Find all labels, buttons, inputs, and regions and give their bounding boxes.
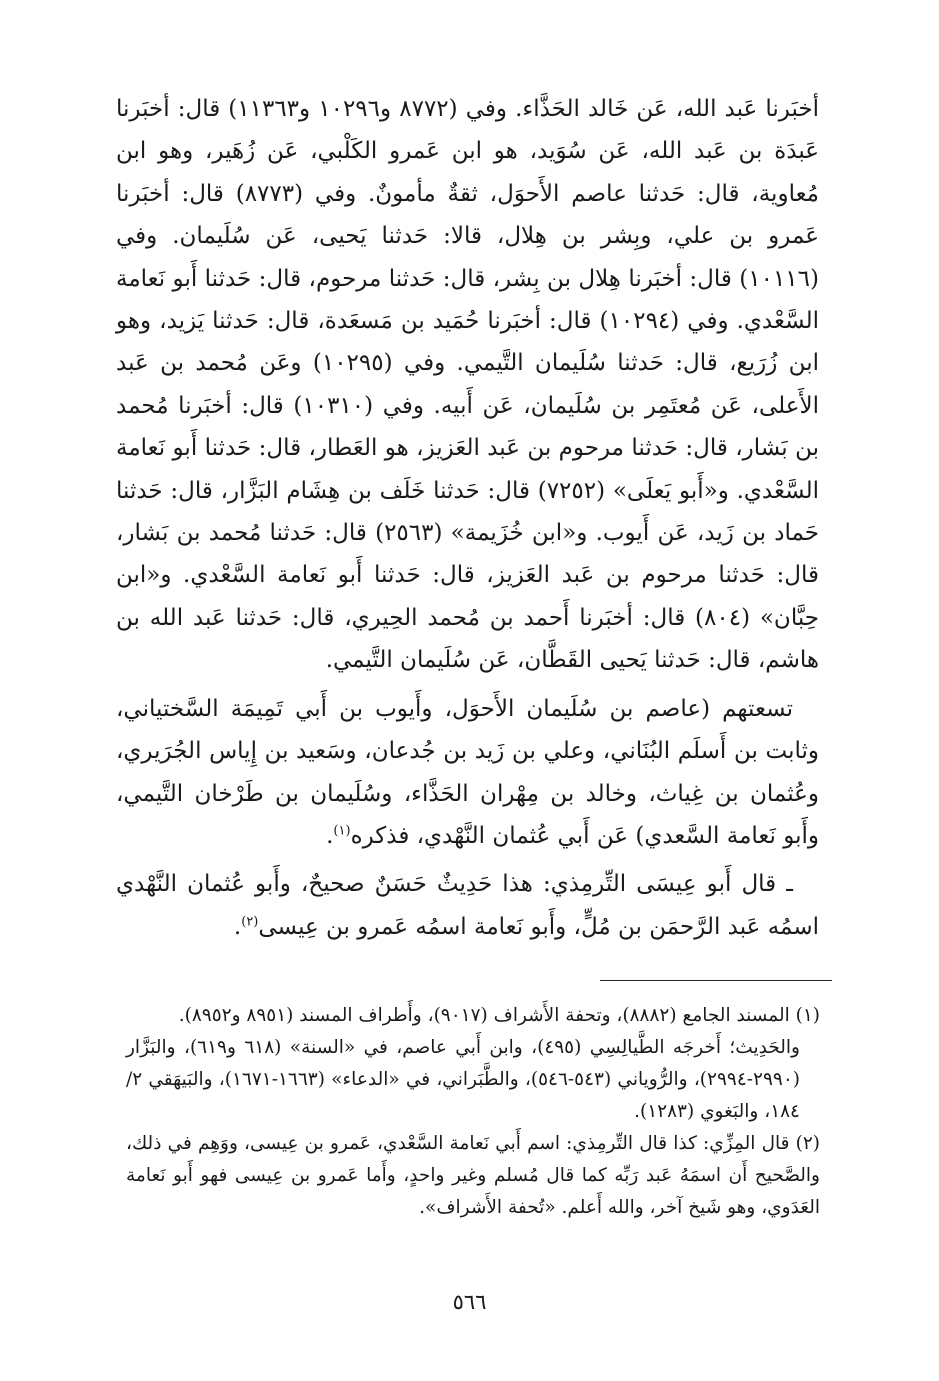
footnote-ref-1: (١) — [333, 823, 351, 839]
paragraph-summary-text: تسعتهم (عاصم بن سُلَيمان الأَحوَل، وأَيوب بن أَبي تَمِيمَة السَّختياني، وثابت بن أَسلَم البُنَاني، وعلي بن زَيد بن جُدعان، وسَعيد بن إِياس الجُرَيري، وعُثمان بن غِياث، وخالد بن مِهْران الحَذَّاء، وسُلَيمان بن طَرْخان التَّيمي، وأَبو نَعامة السَّعدي) عَن أَبي عُثمان النَّهْدي، فذكره — [116, 695, 819, 849]
main-text — [116, 88, 819, 948]
paragraph-tirmidhi — [116, 863, 819, 948]
footnote-1-continuation: والحَدِيث؛ أَخرجَه الطَّيالِسِي (٤٩٥)، وابن أَبي عاصم، في «السنة» (٦١٨ و٦١٩)، والبَزَّار (٢٩٩٠-٢٩٩٤)، والرُّوياني (٥٤٣-٥٤٦)، والطَّبَراني، في «الدعاء» (١٦٦٣-١٦٧١)، والبَيهَقي ٢/ ١٨٤، والبَغوي (١٢٨٣). — [126, 1037, 800, 1122]
period: . — [326, 822, 334, 849]
footnote-ref-2: (٢) — [241, 914, 259, 930]
footnote-2: (٢) قال المِزِّي: كذا قال التِّرمِذي: اسم أَبي نَعامة السَّعْدي، عَمرو بن عِيسى، ووَهِم في ذلك، والصَّحيح أَن اسمَهُ عَبد رَبِّه كما قال مُسلم وغير واحدٍ، وأَما عَمرو بن عِيسى فهو أَبو نَعامة العَدَوي، وهو شَيخ آخر، والله أَعلم. «تُحفة الأَشراف». — [126, 1133, 820, 1218]
footnotes — [126, 1000, 820, 1224]
footnote-1: (١) المسند الجامع (٨٨٨٢)، وتحفة الأَشراف (٩٠١٧)، وأَطراف المسند (٨٩٥١ و٨٩٥٢). — [178, 1005, 820, 1026]
paragraph-isnad: أخبَرنا عَبد الله، عَن خَالد الحَذَّاء. وفي (٨٧٧٢ و١٠٢٩٦ و١١٣٦٣) قال: أخبَرنا عَبدَة بن عَبد الله، عَن سُوَيد، هو ابن عَمرو الكَلْبي، عَن زُهَير، وهو ابن مُعاوية، قال: حَدثنا عاصم الأَحوَل، ثقةٌ مأمونٌ. وفي (٨٧٧٣) قال: أخبَرنا عَمرو بن علي، وبِشر بن هِلال، قالا: حَدثنا يَحيى، عَن سُلَيمان. وفي (١٠١١٦) قال: أخبَرنا هِلال بن بِشر، قال: حَدثنا مرحوم، قال: حَدثنا أَبو نَعامة السَّعْدي. وفي (١٠٢٩٤) قال: أخبَرنا حُمَيد بن مَسعَدة، قال: حَدثنا يَزيد، وهو ابن زُرَيع، قال: حَدثنا سُلَيمان التَّيمي. وفي (١٠٢٩٥) وعَن مُحمد بن عَبد الأَعلى، عَن مُعتَمِر بن سُلَيمان، عَن أَبيه. وفي (١٠٣١٠) قال: أخبَرنا مُحمد بن بَشار، قال: حَدثنا مرحوم بن عَبد العَزيز، هو العَطار، قال: حَدثنا أَبو نَعامة السَّعْدي. و«أَبو يَعلَى» (٧٢٥٢) قال: حَدثنا خَلَف بن هِشَام البَزَّار، قال: حَدثنا حَماد بن زَيد، عَن أَيوب. و«ابن خُزَيمة» (٢٥٦٣) قال: حَدثنا مُحمد بن بَشار، قال: حَدثنا مرحوم بن عَبد العَزيز، قال: حَدثنا أَبو نَعامة السَّعْدي. و«ابن حِبَّان» (٨٠٤) قال: أخبَرنا أَحمد بن مُحمد الحِيري، قال: حَدثنا عَبد الله بن هاشم، قال: حَدثنا يَحيى القَطَّان، عَن سُلَيمان التَّيمي. — [116, 96, 820, 674]
page-number: ٥٦٦ — [452, 1290, 487, 1314]
footnote-separator — [600, 980, 832, 981]
paragraph-tirmidhi-text: ـ قال أَبو عِيسَى التِّرمِذي: هذا حَدِيثٌ حَسَنٌ صحيحٌ، وأَبو عُثمان النَّهْدي اسمُه عَبد الرَّحمَن بن مُلٍّ، وأَبو نَعامة اسمُه عَمرو بن عِيسى — [116, 871, 819, 940]
period: . — [233, 913, 242, 940]
paragraph-summary — [116, 688, 819, 858]
